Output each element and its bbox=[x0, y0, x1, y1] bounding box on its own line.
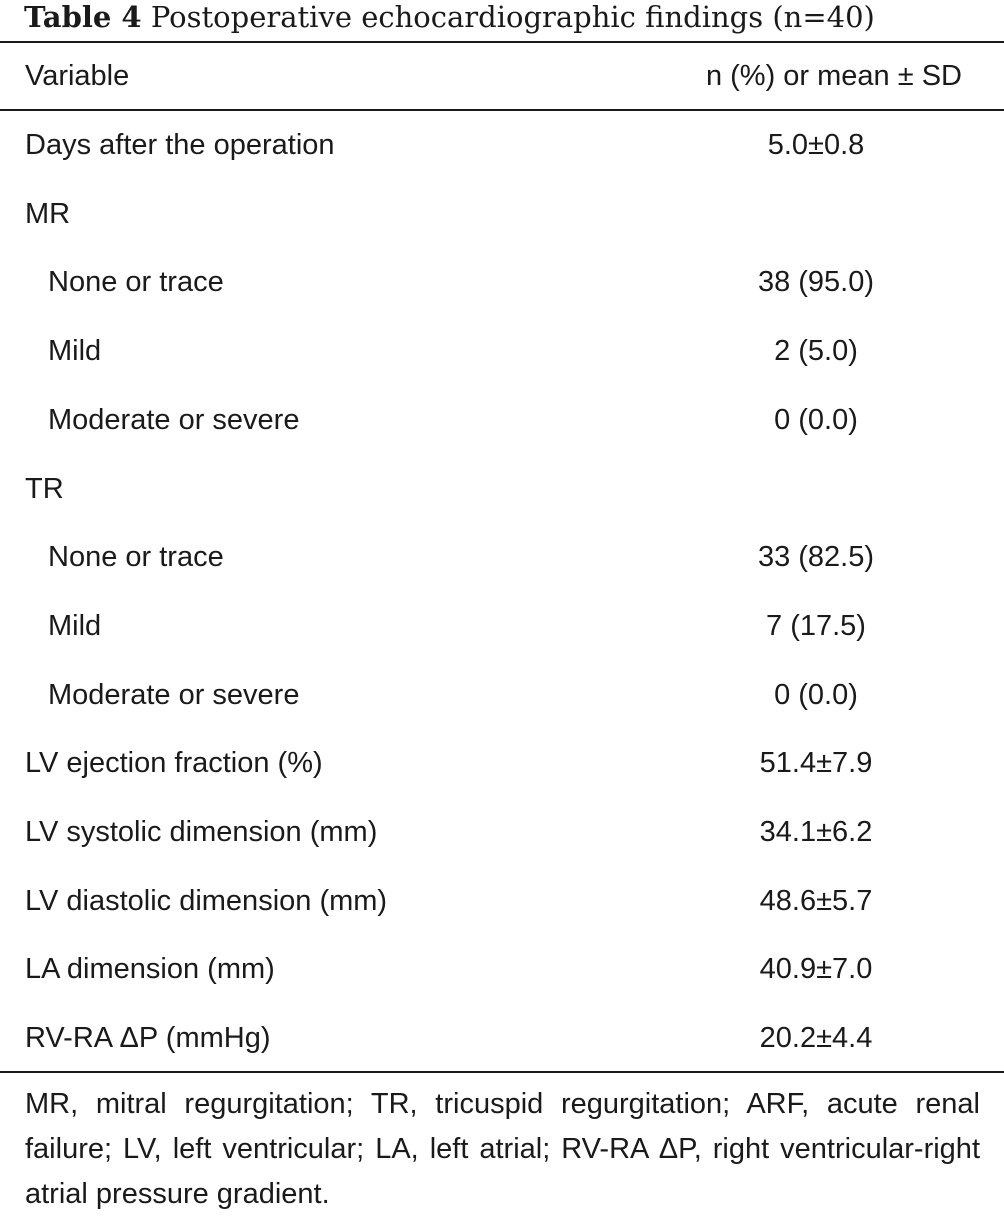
row-value: 33 (82.5) bbox=[757, 541, 875, 574]
table-row bbox=[0, 180, 1004, 248]
row-label: Days after the operation bbox=[25, 129, 335, 161]
row-label: Mild bbox=[48, 335, 102, 368]
caption-label: Table 4 bbox=[24, 0, 142, 34]
row-label: Moderate or severe bbox=[48, 403, 300, 436]
row-label: LV diastolic dimension (mm) bbox=[25, 884, 388, 917]
row-value: 48.6±5.7 bbox=[759, 884, 873, 917]
row-label: LV systolic dimension (mm) bbox=[25, 816, 378, 848]
table-row bbox=[0, 111, 1004, 179]
row-value: 7 (17.5) bbox=[766, 609, 866, 642]
header-stat: n (%) or mean ± SD bbox=[705, 60, 962, 92]
row-value: 38 (95.0) bbox=[757, 266, 875, 299]
table-row bbox=[0, 798, 1004, 866]
row-label: None or trace bbox=[48, 541, 224, 574]
table-caption bbox=[24, 0, 875, 40]
row-value: 2 (5.0) bbox=[774, 335, 858, 368]
table-row bbox=[0, 935, 1004, 1003]
row-label: None or trace bbox=[48, 266, 224, 299]
table-row bbox=[0, 248, 1004, 316]
table-row bbox=[0, 661, 1004, 729]
row-value: 40.9±7.0 bbox=[759, 953, 873, 986]
table-row bbox=[0, 523, 1004, 591]
table-row bbox=[0, 729, 1004, 797]
row-label: LV ejection fraction (%) bbox=[25, 747, 323, 780]
row-value: 34.1±6.2 bbox=[759, 816, 873, 848]
table-row bbox=[0, 386, 1004, 454]
header-variable: Variable bbox=[25, 60, 130, 92]
table-footnote: MR, mitral regurgitation; TR, tricuspid regurgitation; ARF, acute renal failure; LV, left ventricular; LA, left atrial; RV-RA ΔP, right ventricular-right atrial pressure gradient. bbox=[25, 1088, 980, 1210]
row-value: 0 (0.0) bbox=[774, 403, 858, 436]
row-label: LA dimension (mm) bbox=[25, 953, 275, 986]
caption-title: Postoperative echocardiographic findings (n=40) bbox=[150, 0, 875, 34]
row-value: 5.0±0.8 bbox=[767, 129, 865, 161]
table-row bbox=[0, 1004, 1004, 1072]
row-value: 0 (0.0) bbox=[774, 678, 858, 711]
row-label: MR bbox=[25, 197, 71, 230]
table-header bbox=[0, 43, 1004, 109]
row-value: 51.4±7.9 bbox=[759, 747, 873, 780]
bottom-rule bbox=[0, 1071, 1004, 1073]
row-label: Mild bbox=[48, 609, 102, 642]
row-label: Moderate or severe bbox=[48, 678, 300, 711]
table-row bbox=[0, 592, 1004, 660]
table-row bbox=[0, 317, 1004, 385]
row-label: RV-RA ΔP (mmHg) bbox=[25, 1022, 271, 1055]
row-label: TR bbox=[25, 472, 64, 505]
table-row bbox=[0, 455, 1004, 523]
table-row bbox=[0, 867, 1004, 935]
row-value: 20.2±4.4 bbox=[759, 1022, 873, 1055]
